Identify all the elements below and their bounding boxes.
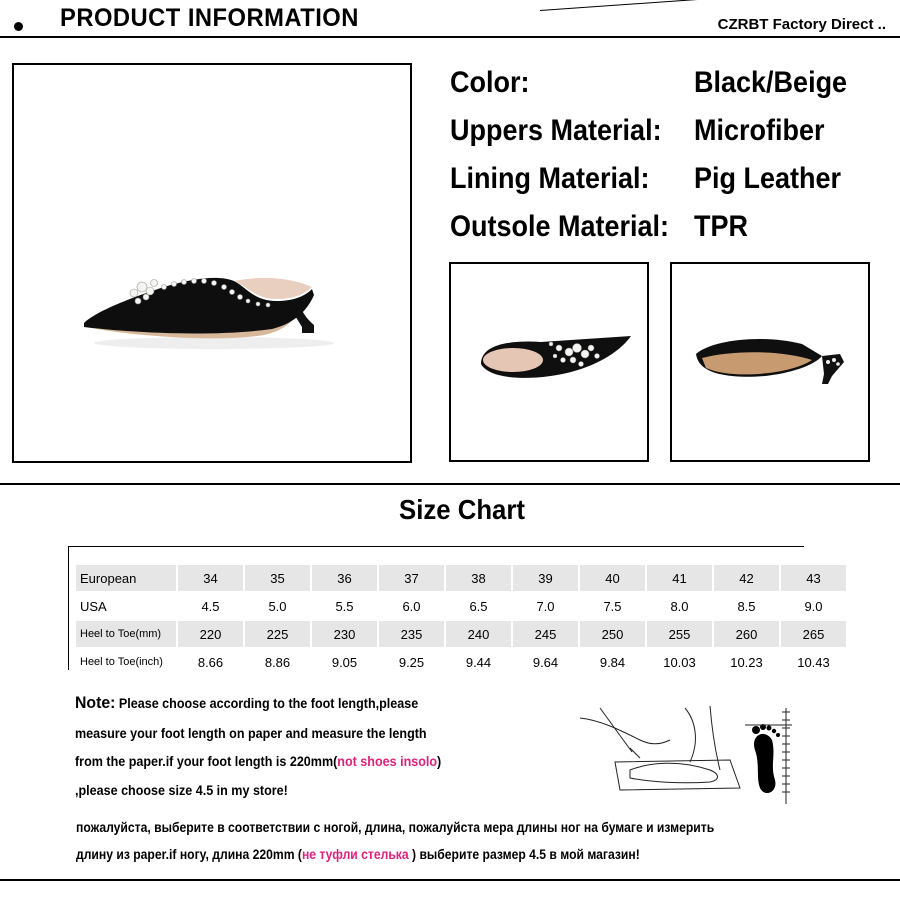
header-divider	[0, 36, 900, 38]
table-cell: 220	[177, 620, 244, 648]
note-line-2: measure your foot length on paper and measure the length	[75, 726, 427, 741]
russian-note-line-1: пожалуйста, выберите в соответствии с ногой, длина, пожалуйста мера длины ног на бумаге и измерить	[76, 820, 715, 835]
header-divider-slant	[540, 0, 879, 11]
bottom-divider	[0, 879, 900, 881]
note-highlight: not shoes insolo	[337, 754, 438, 769]
chart-frame-top	[68, 546, 804, 547]
spec-label-lining: Lining Material:	[450, 162, 650, 195]
note-line-4: ,please choose size 4.5 in my store!	[75, 783, 288, 798]
table-cell: 42	[713, 565, 780, 592]
size-chart-title: Size Chart	[399, 494, 525, 525]
table-cell: 9.64	[512, 648, 579, 676]
table-cell: 9.84	[579, 648, 646, 676]
russian-note-line-2	[76, 847, 640, 862]
table-cell: 245	[512, 620, 579, 648]
table-cell: 9.25	[378, 648, 445, 676]
table-cell: 8.66	[177, 648, 244, 676]
table-cell: 5.0	[244, 592, 311, 620]
thumbnail-sole-view[interactable]	[670, 262, 870, 462]
table-row	[76, 620, 847, 648]
table-cell: 7.0	[512, 592, 579, 620]
note-text: from the paper.if your foot length is 220mm(	[75, 754, 338, 769]
table-cell: 8.86	[244, 648, 311, 676]
note-heading: Note:	[75, 693, 116, 712]
note-text: Please choose according to the foot length,please	[115, 696, 419, 711]
table-cell: 265	[780, 620, 847, 648]
note-text: )	[437, 754, 442, 769]
table-cell: 41	[646, 565, 713, 592]
thumbnail-top-view[interactable]	[449, 262, 649, 462]
table-cell: 35	[244, 565, 311, 592]
spec-value-color: Black/Beige	[694, 66, 848, 99]
table-cell: 235	[378, 620, 445, 648]
table-row	[76, 565, 847, 592]
spec-label-color: Color:	[450, 66, 530, 99]
russian-note-text: ) выберите размер 4.5 в мой магазин!	[408, 847, 640, 862]
spec-value-outsole: TPR	[694, 210, 748, 243]
table-cell: 250	[579, 620, 646, 648]
table-cell: 8.5	[713, 592, 780, 620]
bullet-dot	[14, 22, 23, 31]
row-label: USA	[76, 592, 177, 620]
table-cell: 37	[378, 565, 445, 592]
spec-value-uppers: Microfiber	[694, 114, 825, 147]
section-divider	[0, 483, 900, 485]
size-table	[76, 565, 848, 677]
table-cell: 36	[311, 565, 378, 592]
table-cell: 34	[177, 565, 244, 592]
table-cell: 7.5	[579, 592, 646, 620]
page-title: PRODUCT INFORMATION	[60, 4, 359, 32]
table-cell: 9.44	[445, 648, 512, 676]
table-cell: 5.5	[311, 592, 378, 620]
spec-label-outsole: Outsole Material:	[450, 210, 670, 243]
table-cell: 4.5	[177, 592, 244, 620]
chart-frame-left	[68, 546, 69, 670]
table-cell: 39	[512, 565, 579, 592]
table-cell: 230	[311, 620, 378, 648]
table-row	[76, 648, 847, 676]
table-cell: 10.23	[713, 648, 780, 676]
table-cell: 10.03	[646, 648, 713, 676]
table-cell: 260	[713, 620, 780, 648]
store-name: CZRBT Factory Direct ..	[717, 16, 886, 33]
spec-value-lining: Pig Leather	[694, 162, 842, 195]
note-line-3	[75, 754, 441, 769]
russian-note-highlight: не туфли стелька	[301, 847, 409, 862]
shoe-sole-view-image	[672, 264, 868, 460]
table-cell: 240	[445, 620, 512, 648]
table-cell: 10.43	[780, 648, 847, 676]
shoe-side-view-image	[14, 65, 410, 461]
table-cell: 225	[244, 620, 311, 648]
table-cell: 255	[646, 620, 713, 648]
table-row	[76, 592, 847, 620]
main-product-image[interactable]	[12, 63, 412, 463]
spec-label-uppers: Uppers Material:	[450, 114, 662, 147]
row-label: Heel to Toe(inch)	[76, 648, 177, 676]
note-line-1	[75, 693, 418, 713]
table-cell: 9.05	[311, 648, 378, 676]
foot-measure-illustration	[570, 700, 795, 805]
russian-note-text: длину из paper.if ногу, длина 220mm (	[76, 847, 302, 862]
table-cell: 38	[445, 565, 512, 592]
table-cell: 40	[579, 565, 646, 592]
table-cell: 8.0	[646, 592, 713, 620]
table-cell: 43	[780, 565, 847, 592]
foot-measure-icon	[570, 700, 795, 805]
row-label: Heel to Toe(mm)	[76, 620, 177, 648]
table-cell: 6.0	[378, 592, 445, 620]
row-label: European	[76, 565, 177, 592]
table-cell: 9.0	[780, 592, 847, 620]
shoe-top-view-image	[451, 264, 647, 460]
table-cell: 6.5	[445, 592, 512, 620]
